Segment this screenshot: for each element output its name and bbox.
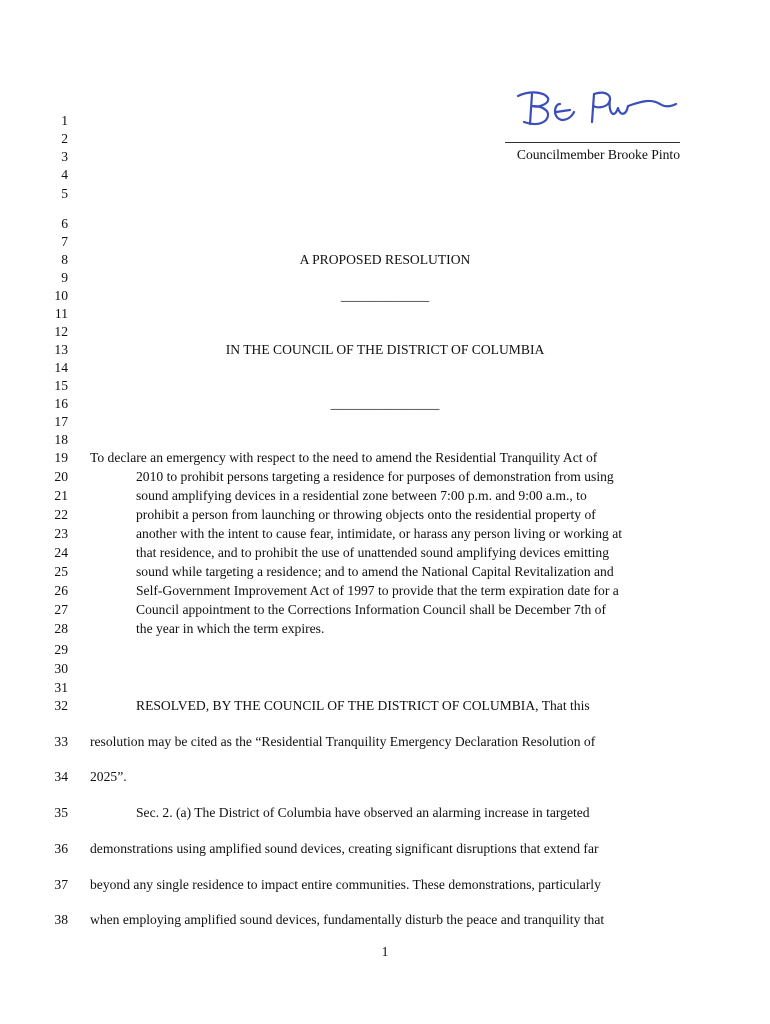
blank-line-long: ________________: [330, 396, 440, 411]
long-title-line: To declare an emergency with respect to the need to amend the Residential Tranquility Act of: [90, 450, 598, 465]
line-number: 5: [61, 186, 68, 201]
line-number: 27: [54, 601, 68, 617]
line-number: 11: [54, 306, 68, 321]
line-number: 34: [54, 769, 68, 784]
long-title-line: prohibit a person from launching or throwing objects onto the residential property of: [136, 506, 596, 522]
line-number: 28: [54, 620, 68, 636]
signature-line: [505, 142, 680, 143]
body-line: Sec. 2. (a) The District of Columbia have observed an alarming increase in targeted: [136, 805, 590, 820]
line-number: 33: [54, 734, 68, 749]
line-number: 24: [54, 544, 68, 560]
line-number: 17: [54, 414, 68, 429]
long-title-line: sound amplifying devices in a residential zone between 7:00 p.m. and 9:00 a.m., to: [136, 487, 587, 503]
line-number: 26: [54, 582, 68, 598]
line-number: 1: [61, 113, 68, 128]
page-number: 1: [381, 944, 389, 959]
blank-line-short: _____________: [340, 288, 430, 303]
document-title: A PROPOSED RESOLUTION: [299, 252, 471, 267]
line-number: 16: [54, 396, 68, 411]
line-number: 31: [54, 680, 68, 695]
body-line: beyond any single residence to impact entire communities. These demonstrations, particularly: [90, 877, 601, 892]
line-number: 37: [54, 877, 68, 892]
body-line: demonstrations using amplified sound devices, creating significant disruptions that extend far: [90, 841, 599, 856]
body-line: 2025”.: [90, 769, 127, 784]
line-number: 8: [61, 252, 68, 267]
councilmember-name: Councilmember Brooke Pinto: [516, 147, 680, 162]
long-title-line: Self-Government Improvement Act of 1997 to provide that the term expiration date for a: [136, 582, 619, 598]
line-number: 29: [54, 642, 68, 657]
line-number: 22: [54, 506, 68, 522]
body-line: resolution may be cited as the “Residential Tranquility Emergency Declaration Resolution of: [90, 734, 596, 749]
line-number: 13: [54, 342, 68, 357]
signature-image: [510, 82, 680, 132]
long-title-line: another with the intent to cause fear, intimidate, or harass any person living or working at: [136, 525, 623, 541]
line-number: 23: [54, 525, 68, 541]
long-title-line: Council appointment to the Corrections Information Council shall be December 7th of: [136, 601, 607, 617]
line-number: 30: [54, 661, 68, 676]
line-number: 36: [54, 841, 68, 856]
body-line: when employing amplified sound devices, fundamentally disturb the peace and tranquility that: [90, 912, 605, 927]
signature-block: [505, 82, 680, 142]
line-number: 35: [54, 805, 68, 820]
long-title-line: sound while targeting a residence; and to amend the National Capital Revitalization and: [136, 563, 614, 579]
line-number: 7: [61, 234, 68, 249]
line-number: 6: [61, 216, 68, 231]
line-number: 25: [54, 563, 68, 579]
line-number: 21: [54, 487, 68, 503]
line-number: 3: [61, 149, 68, 164]
line-number: 12: [54, 324, 68, 339]
line-number: 9: [61, 270, 68, 285]
line-number: 20: [54, 468, 68, 484]
line-number: 19: [54, 450, 68, 465]
line-number: 14: [54, 360, 68, 375]
council-heading: IN THE COUNCIL OF THE DISTRICT OF COLUMBIA: [225, 342, 545, 357]
long-title-line: the year in which the term expires.: [136, 620, 325, 636]
line-number: 15: [54, 378, 68, 393]
long-title-line: 2010 to prohibit persons targeting a residence for purposes of demonstration from using: [136, 468, 614, 484]
line-number: 32: [54, 698, 68, 713]
body-line: RESOLVED, BY THE COUNCIL OF THE DISTRICT OF COLUMBIA, That this: [136, 698, 590, 713]
line-number: 10: [54, 288, 68, 303]
long-title-line: that residence, and to prohibit the use of unattended sound amplifying devices emitting: [136, 544, 610, 560]
line-number: 18: [54, 432, 68, 447]
line-number: 4: [61, 167, 68, 182]
line-number: 2: [61, 131, 68, 146]
line-number: 38: [54, 912, 68, 927]
